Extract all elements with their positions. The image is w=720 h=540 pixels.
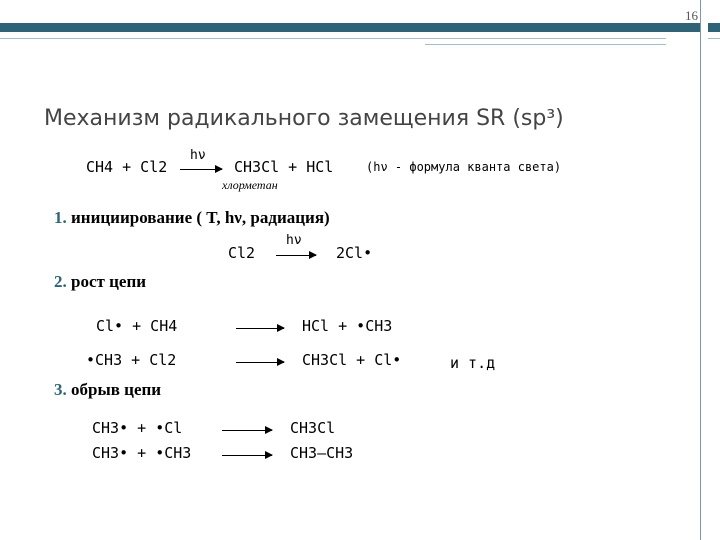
main-reaction-right: CH3Cl + HCl — [234, 158, 334, 176]
main-reaction-arrow — [180, 169, 222, 170]
propagation-2-left: •CH3 + Cl2 — [86, 351, 177, 369]
termination-2-right: CH3–CH3 — [290, 444, 354, 462]
corner-block — [708, 23, 720, 32]
page-number: 16 — [685, 8, 698, 23]
product-name: хлорметан — [222, 178, 278, 192]
step-1 — [54, 208, 330, 228]
propagation-suffix: и т.д — [450, 354, 496, 372]
termination-1-arrow — [222, 430, 272, 431]
step-2 — [54, 272, 146, 292]
propagation-2-arrow — [236, 362, 284, 363]
propagation-2-right: CH3Cl + Cl• — [302, 351, 402, 369]
propagation-1-left: Cl• + CH4 — [96, 317, 178, 335]
initiation-catalyst: hν — [286, 233, 302, 248]
propagation-1-right: HCl + •CH3 — [302, 317, 393, 335]
corner-line — [708, 38, 720, 39]
step-3-label: обрыв цепи — [71, 380, 162, 399]
top-line-short — [425, 44, 666, 45]
termination-2-arrow — [222, 455, 272, 456]
step-2-number: 2. — [54, 272, 67, 291]
step-1-number: 1. — [54, 208, 67, 227]
initiation-right: 2Cl• — [336, 244, 373, 262]
propagation-1-arrow — [236, 328, 284, 329]
step-2-label: рост цепи — [71, 272, 147, 291]
main-reaction-catalyst: hν — [190, 148, 206, 163]
initiation-left: Cl2 — [228, 244, 256, 262]
initiation-arrow — [276, 255, 316, 256]
termination-1-right: CH3Cl — [290, 419, 336, 437]
main-reaction-note: (hν - формула кванта света) — [366, 160, 562, 174]
top-line — [0, 38, 666, 39]
main-reaction-left: CH4 + Cl2 — [86, 158, 168, 176]
termination-2-left: CH3• + •CH3 — [92, 444, 192, 462]
step-1-label: инициирование ( T, hν, радиация) — [71, 208, 330, 227]
step-3 — [54, 380, 161, 400]
top-bar — [0, 23, 700, 32]
vertical-divider — [700, 0, 701, 540]
slide-title: Механизм радикального замещения SR (sp³) — [44, 106, 564, 131]
step-3-number: 3. — [54, 380, 67, 399]
termination-1-left: CH3• + •Cl — [92, 419, 183, 437]
